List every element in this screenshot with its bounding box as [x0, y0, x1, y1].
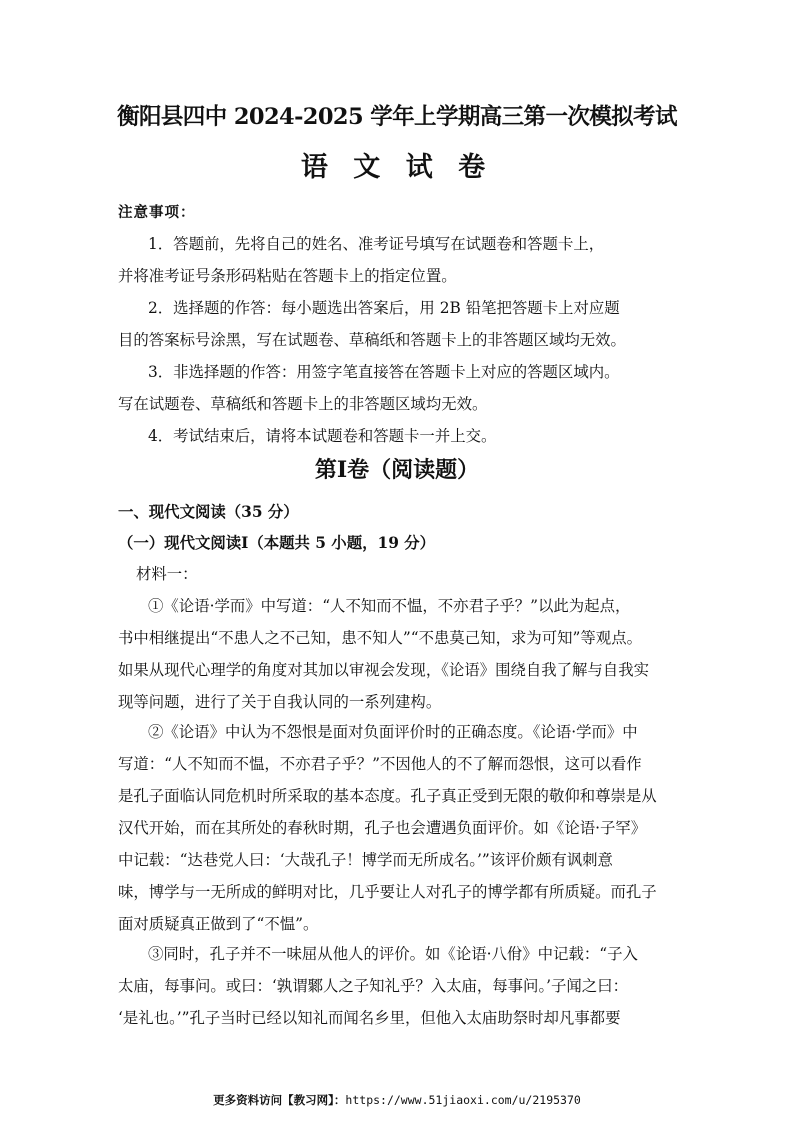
notice-line: 并将准考证号条形码粘贴在答题卡上的指定位置。 [118, 267, 457, 285]
paragraph-line: ③同时，孔子并不一味屈从他人的评价。如《论语·八佾》中记载：“子入 [148, 945, 638, 963]
paragraph-line: 汉代开始，而在其所处的春秋时期，孔子也会遭遇负面评价。如《论语·子罕》 [118, 819, 647, 837]
notice-line: 目的答案标号涂黑，写在试题卷、草稿纸和答题卡上的非答题区域均无效。 [118, 331, 626, 349]
paragraph-1 [118, 590, 678, 718]
paragraph-line: 是孔子面临认同危机时所采取的基本态度。孔子真正受到无限的敬仰和尊崇是从 [118, 787, 657, 805]
notice-line: 2．选择题的作答：每小题选出答案后，用 2B 铅笔把答题卡上对应题 [148, 299, 620, 317]
footer-url[interactable]: https://www.51jiaoxi.com/u/2195370 [345, 1093, 581, 1107]
exam-title: 衡阳县四中 2024-2025 学年上学期高三第一次模拟考试 [117, 104, 677, 130]
notice-line: 写在试题卷、草稿纸和答题卡上的非答题区域均无效。 [118, 395, 488, 413]
paragraph-line: ‘是礼也。’”孔子当时已经以知礼而闻名乡里，但他入太庙助祭时却凡事都要 [118, 1009, 621, 1027]
paragraph-line: 现等问题，进行了关于自我认同的一系列建构。 [118, 693, 442, 711]
paragraph-line: 太庙，每事问。或曰：‘孰谓鄹人之子知礼乎？入太庙，每事问。’子闻之曰： [118, 977, 628, 995]
notice-line: 1．答题前，先将自己的姓名、准考证号填写在试题卷和答题卡上， [148, 235, 605, 253]
part-title: 第Ⅰ卷（阅读题） [314, 457, 480, 483]
material-label: 材料一： [136, 565, 198, 583]
notice-heading: 注意事项： [118, 204, 196, 221]
paragraph-line: 写道：“人不知而不愠，不亦君子乎？”不因他人的不了解而怨恨，这可以看作 [118, 755, 642, 773]
paragraph-line: 如果从现代心理学的角度对其加以审视会发现，《论语》围绕自我了解与自我实 [118, 661, 649, 679]
notice-line: 3．非选择题的作答：用签字笔直接答在答题卡上对应的答题区域内。 [148, 363, 620, 381]
paragraph-2 [118, 716, 678, 940]
paragraph-line: 味，博学与一无所成的鲜明对比，几乎要让人对孔子的博学都有所质疑。而孔子 [118, 883, 657, 901]
subsection-heading: （一）现代文阅读Ⅰ（本题共 5 小题，19 分） [118, 534, 436, 552]
page-footer [0, 1092, 794, 1108]
paragraph-line: 面对质疑真正做到了“不愠”。 [118, 915, 319, 933]
paragraph-line: ①《论语·学而》中写道：“人不知而不愠，不亦君子乎？”以此为起点， [148, 597, 631, 615]
paragraph-3 [118, 938, 678, 1034]
section-heading: 一、现代文阅读（35 分） [118, 503, 299, 521]
paragraph-line: 书中相继提出“不患人之不己知，患不知人”“不患莫己知，求为可知”等观点。 [118, 629, 642, 647]
paragraph-line: 中记载：“达巷党人曰：‘大哉孔子！博学而无所成名。’”该评价颇有讽刺意 [118, 851, 613, 869]
exam-subject-title: 语 文 试 卷 [300, 152, 494, 183]
notice-line: 4．考试结束后，请将本试题卷和答题卡一并上交。 [148, 427, 497, 445]
notice-list [118, 228, 678, 452]
paragraph-line: ②《论语》中认为不怨恨是面对负面评价时的正确态度。《论语·学而》中 [148, 723, 638, 741]
footer-prefix: 更多资料访问【教习网】： [213, 1093, 346, 1107]
